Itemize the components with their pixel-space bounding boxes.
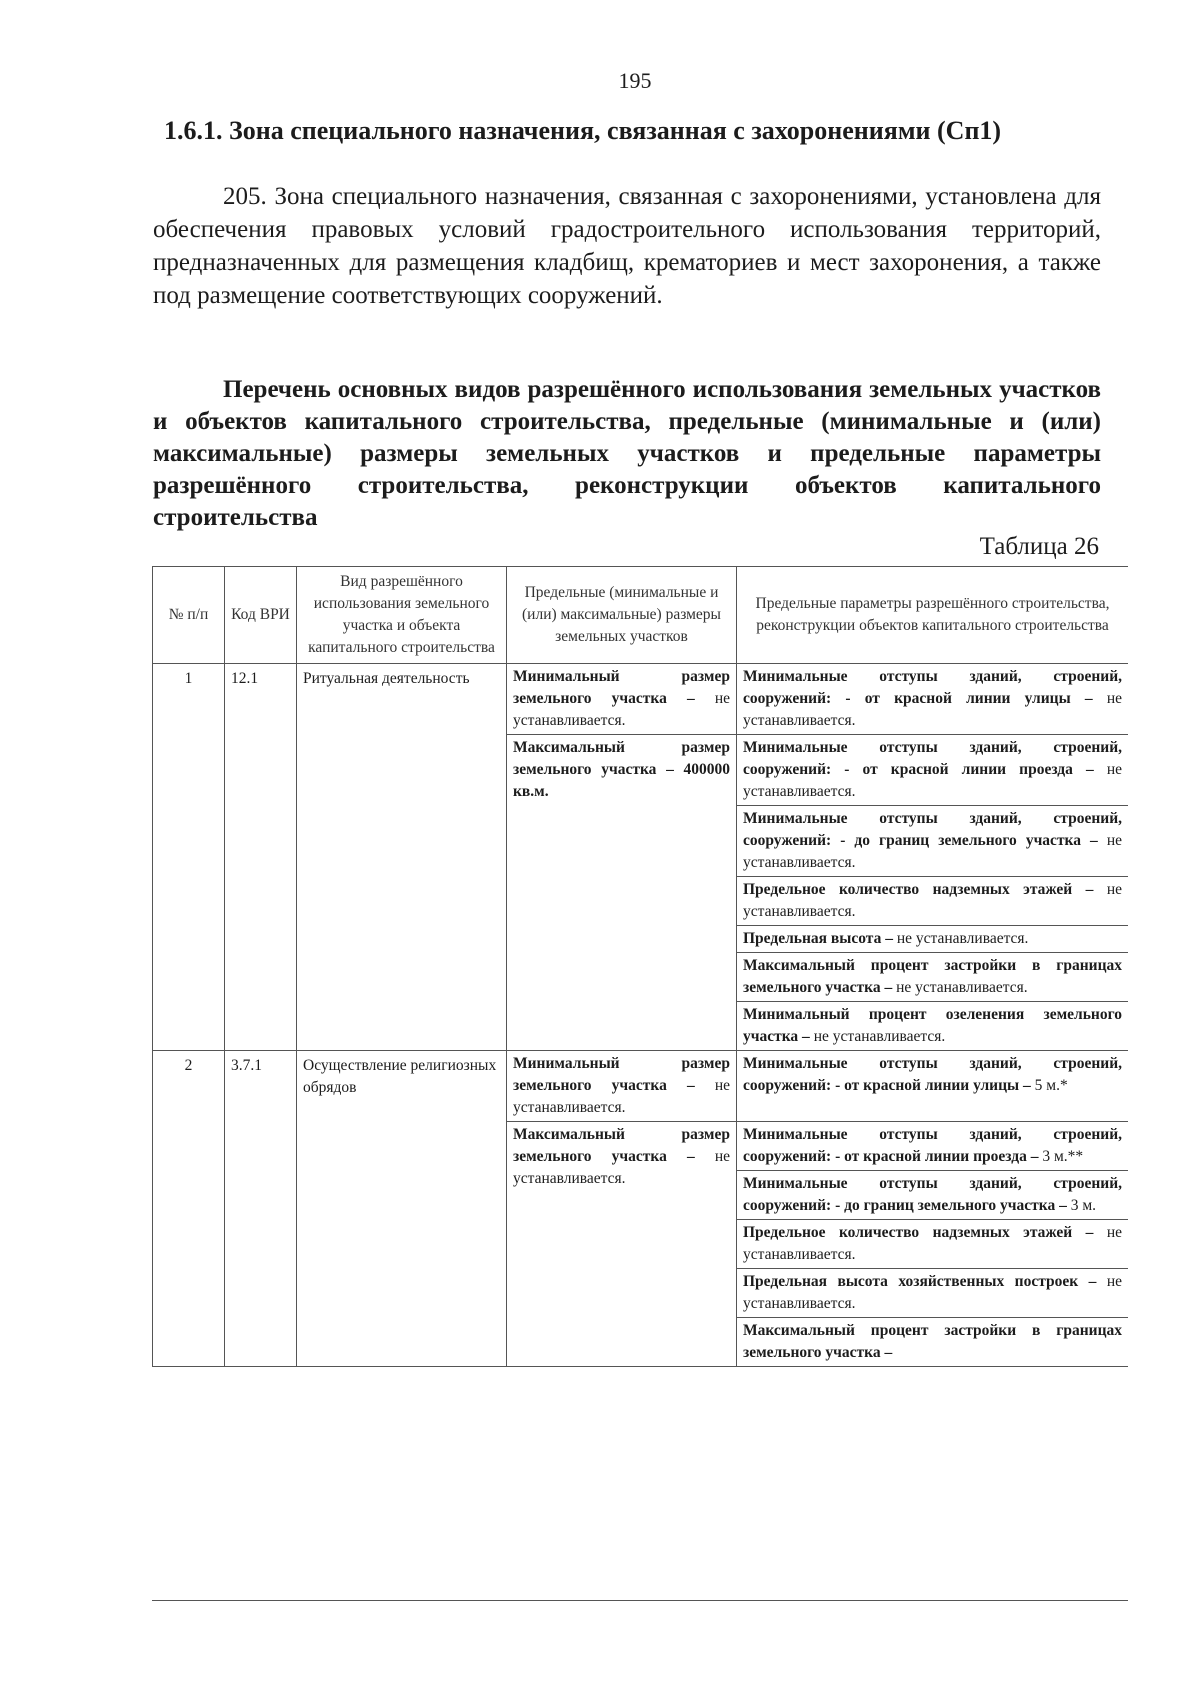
header-plot-sizes: Предельные (минимальные и (или) максимальные) размеры земельных участков (507, 567, 737, 664)
cell-bold-text: Минимальный размер земельного участка – (513, 668, 730, 707)
build-param-cell (737, 953, 1129, 1002)
row-number: 1 (153, 664, 225, 1051)
header-num: № п/п (153, 567, 225, 664)
cell-bold-text: Предельная высота хозяйственных построек – (743, 1273, 1097, 1290)
table-title: Перечень основных видов разрешённого использования земельных участков и объектов капитального строительства, предельные (минимальные и (или) максимальные) размеры земельных участков и предельные параметры разрешённого строительства, реконструкции объектов капитального строительства (153, 376, 1101, 531)
cell-plain-text: не устанавливается. (743, 1273, 1122, 1312)
cell-plain-text: не устанавливается. (513, 690, 731, 729)
row-code: 12.1 (225, 664, 297, 1051)
cell-plain-text: не устанавливается. (743, 690, 1123, 729)
build-param-cell (737, 1051, 1129, 1122)
build-param-cell (737, 1122, 1129, 1171)
header-build-params: Предельные параметры разрешённого строительства, реконструкции объектов капитального строительства (737, 567, 1129, 664)
cell-bold-text: Предельное количество надземных этажей – (743, 1224, 1094, 1241)
cell-bold-text: Минимальный процент озеленения земельного участка – (743, 1006, 1122, 1045)
zoning-table (152, 566, 1128, 1367)
cell-plain-text: не устанавливается. (743, 1224, 1123, 1263)
build-param-cell (737, 664, 1129, 735)
table-row (153, 1051, 1129, 1122)
cell-bold-text: Минимальный размер земельного участка – (513, 1055, 730, 1094)
cell-bold-text: Минимальные отступы зданий, строений, сооружений: - от красной линии проезда – (743, 1126, 1122, 1165)
section-heading: 1.6.1. Зона специального назначения, связанная с захоронениями (Сп1) (164, 116, 1002, 145)
build-param-cell (737, 877, 1129, 926)
cell-plain-text: не устанавливается. (743, 761, 1123, 800)
table-body (153, 664, 1129, 1367)
build-param-cell (737, 1002, 1129, 1051)
cell-plain-text: 3 м. (1070, 1197, 1097, 1214)
cell-bold-text: Минимальные отступы зданий, строений, сооружений: - от красной линии улицы – (743, 668, 1122, 707)
build-param-cell (737, 806, 1129, 877)
cell-bold-text: Минимальные отступы зданий, строений, сооружений: - до границ земельного участка – (743, 810, 1122, 849)
zoning-table-container (152, 566, 1128, 1601)
header-code: Код ВРИ (225, 567, 297, 664)
plot-size-cell (507, 664, 737, 735)
row-use-name: Ритуальная деятельность (297, 664, 507, 1051)
page-number: 195 (618, 68, 652, 93)
cell-plain-text: не устанавливается. (743, 881, 1123, 920)
header-use-type: Вид разрешённого использования земельного участка и объекта капитального строительства (297, 567, 507, 664)
cell-bold-text: Предельное количество надземных этажей – (743, 881, 1094, 898)
cell-plain-text: 3 м.** (1042, 1148, 1084, 1165)
cell-plain-text: не устанавливается. (896, 979, 1028, 996)
cell-plain-text: не устанавливается. (743, 832, 1122, 871)
cell-plain-text: не устанавливается. (813, 1028, 946, 1045)
table-caption: Таблица 26 (979, 533, 1099, 560)
cell-bold-text: Предельная высота – (743, 930, 893, 947)
table-header-row (153, 567, 1129, 664)
cell-plain-text: не устанавливается. (896, 930, 1029, 947)
cell-bold-text: Максимальный размер земельного участка – (513, 1126, 730, 1165)
build-param-cell (737, 1318, 1129, 1367)
cell-bold-text: Минимальные отступы зданий, строений, сооружений: - от красной линии улицы – (743, 1055, 1122, 1094)
intro-paragraph: 205. Зона специального назначения, связанная с захоронениями, установлена для обеспечения правовых условий градостроительного использования территорий, предназначенных для размещения кладбищ, крематориев и мест захоронения, а также под размещение соответствующих сооружений. (153, 183, 1101, 309)
cell-bold-text: Минимальные отступы зданий, строений, сооружений: - до границ земельного участка – (743, 1175, 1122, 1214)
cell-plain-text: не устанавливается. (513, 1077, 731, 1116)
table-row (153, 664, 1129, 735)
build-param-cell (737, 735, 1129, 806)
build-param-cell (737, 926, 1129, 953)
build-param-cell (737, 1269, 1129, 1318)
cell-plain-text: не устанавливается. (513, 1148, 731, 1187)
build-param-cell (737, 1220, 1129, 1269)
cell-bold-text: Максимальный размер земельного участка – 400000 кв.м. (513, 739, 730, 800)
cell-bold-text: Максимальный процент застройки в границах земельного участка – (743, 1322, 1122, 1361)
row-use-name: Осуществление религиозных обрядов (297, 1051, 507, 1367)
build-param-cell (737, 1171, 1129, 1220)
plot-size-cell (507, 1122, 737, 1367)
cell-bold-text: Минимальные отступы зданий, строений, сооружений: - от красной линии проезда – (743, 739, 1122, 778)
cell-bold-text: Максимальный процент застройки в границах земельного участка – (743, 957, 1122, 996)
cell-plain-text: 5 м.* (1034, 1077, 1068, 1094)
plot-size-cell (507, 1051, 737, 1122)
row-number: 2 (153, 1051, 225, 1367)
plot-size-cell (507, 735, 737, 1051)
row-code: 3.7.1 (225, 1051, 297, 1367)
